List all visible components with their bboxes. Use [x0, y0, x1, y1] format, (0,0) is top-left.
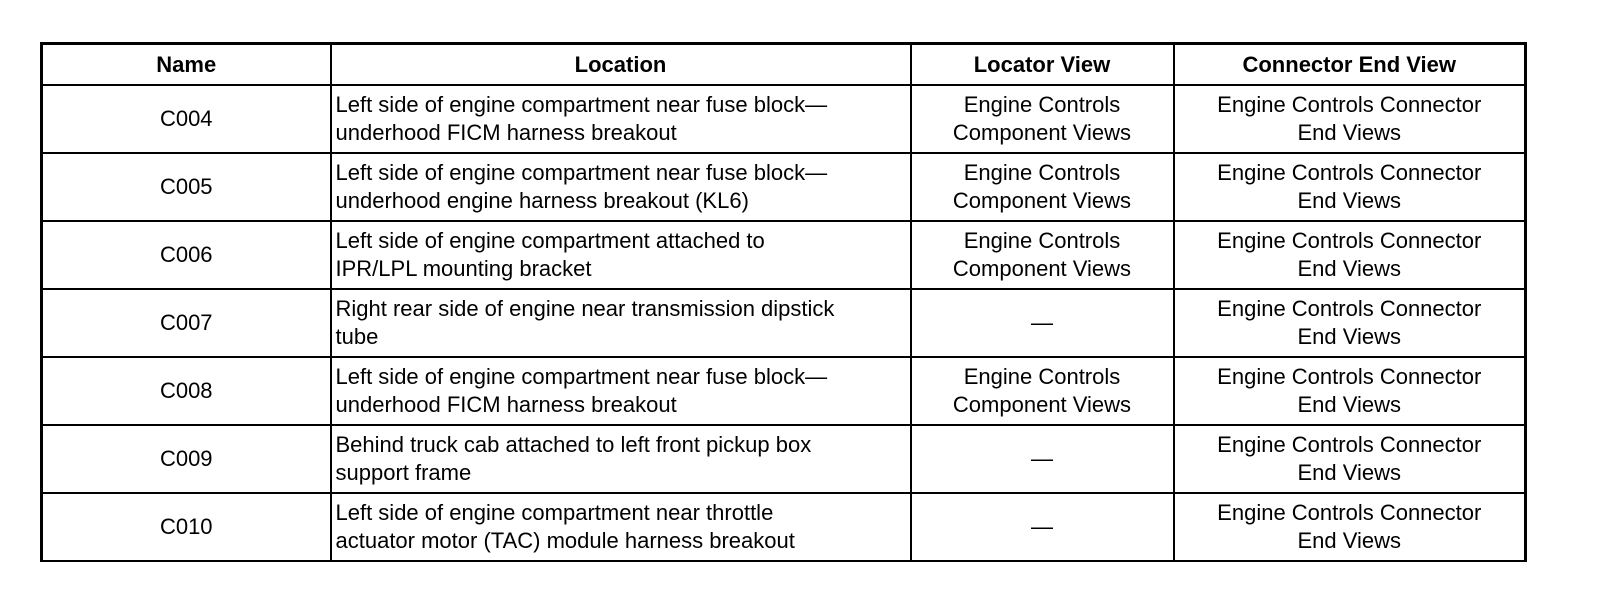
cell-location — [331, 221, 911, 289]
cell-locator-view — [911, 289, 1174, 357]
cell-location — [331, 85, 911, 153]
connector-end-view-link[interactable]: Engine Controls Connector End Views — [1217, 92, 1482, 145]
locator-view-dash: — — [1031, 310, 1053, 335]
cell-connector-end-view — [1174, 493, 1526, 561]
table-row — [42, 85, 1526, 153]
cell-location — [331, 357, 911, 425]
header-name: Name — [42, 44, 331, 86]
cell-connector-end-view — [1174, 425, 1526, 493]
cell-location — [331, 153, 911, 221]
name-text: C007 — [159, 310, 213, 335]
location-text: Left side of engine compartment near fuse block— underhood engine harness breakout (KL6) — [335, 160, 828, 213]
header-locator-view: Locator View — [911, 44, 1174, 86]
cell-name — [42, 493, 331, 561]
cell-connector-end-view — [1174, 221, 1526, 289]
cell-location — [331, 425, 911, 493]
location-text: Behind truck cab attached to left front pickup box support frame — [335, 432, 812, 485]
cell-locator-view — [911, 153, 1174, 221]
connector-end-view-link[interactable]: Engine Controls Connector End Views — [1217, 364, 1482, 417]
locator-view-link[interactable]: Engine Controls Component Views — [952, 364, 1132, 417]
name-text: C006 — [159, 242, 213, 267]
location-text: Left side of engine compartment near fuse block— underhood FICM harness breakout — [335, 92, 828, 145]
connector-table — [40, 42, 1527, 562]
cell-connector-end-view — [1174, 153, 1526, 221]
cell-name — [42, 357, 331, 425]
cell-locator-view — [911, 493, 1174, 561]
table-header-row — [42, 44, 1526, 86]
locator-view-dash: — — [1031, 514, 1053, 539]
cell-locator-view — [911, 357, 1174, 425]
location-text: Left side of engine compartment near throttle actuator motor (TAC) module harness breakout — [335, 500, 795, 553]
connector-end-view-link[interactable]: Engine Controls Connector End Views — [1217, 432, 1482, 485]
connector-end-view-link[interactable]: Engine Controls Connector End Views — [1217, 160, 1482, 213]
cell-connector-end-view — [1174, 357, 1526, 425]
name-text: C005 — [159, 174, 213, 199]
connector-end-view-link[interactable]: Engine Controls Connector End Views — [1217, 296, 1482, 349]
cell-locator-view — [911, 425, 1174, 493]
header-location: Location — [331, 44, 911, 86]
cell-name — [42, 425, 331, 493]
connector-end-view-link[interactable]: Engine Controls Connector End Views — [1217, 228, 1482, 281]
locator-view-link[interactable]: Engine Controls Component Views — [952, 92, 1132, 145]
table-row — [42, 493, 1526, 561]
location-text: Left side of engine compartment attached to IPR/LPL mounting bracket — [335, 228, 765, 281]
table-row — [42, 221, 1526, 289]
cell-name — [42, 85, 331, 153]
name-text: C010 — [159, 514, 213, 539]
cell-locator-view — [911, 221, 1174, 289]
table-row — [42, 153, 1526, 221]
table-row — [42, 357, 1526, 425]
cell-location — [331, 289, 911, 357]
cell-location — [331, 493, 911, 561]
header-connector-end-view: Connector End View — [1174, 44, 1526, 86]
connector-end-view-link[interactable]: Engine Controls Connector End Views — [1217, 500, 1482, 553]
name-text: C009 — [159, 446, 213, 471]
cell-name — [42, 221, 331, 289]
locator-view-dash: — — [1031, 446, 1053, 471]
name-text: C004 — [159, 106, 213, 131]
locator-view-link[interactable]: Engine Controls Component Views — [952, 160, 1132, 213]
cell-name — [42, 153, 331, 221]
cell-connector-end-view — [1174, 85, 1526, 153]
cell-locator-view — [911, 85, 1174, 153]
table-row — [42, 425, 1526, 493]
table-row — [42, 289, 1526, 357]
cell-name — [42, 289, 331, 357]
name-text: C008 — [159, 378, 213, 403]
cell-connector-end-view — [1174, 289, 1526, 357]
location-text: Right rear side of engine near transmission dipstick tube — [335, 296, 835, 349]
location-text: Left side of engine compartment near fuse block— underhood FICM harness breakout — [335, 364, 828, 417]
locator-view-link[interactable]: Engine Controls Component Views — [952, 228, 1132, 281]
